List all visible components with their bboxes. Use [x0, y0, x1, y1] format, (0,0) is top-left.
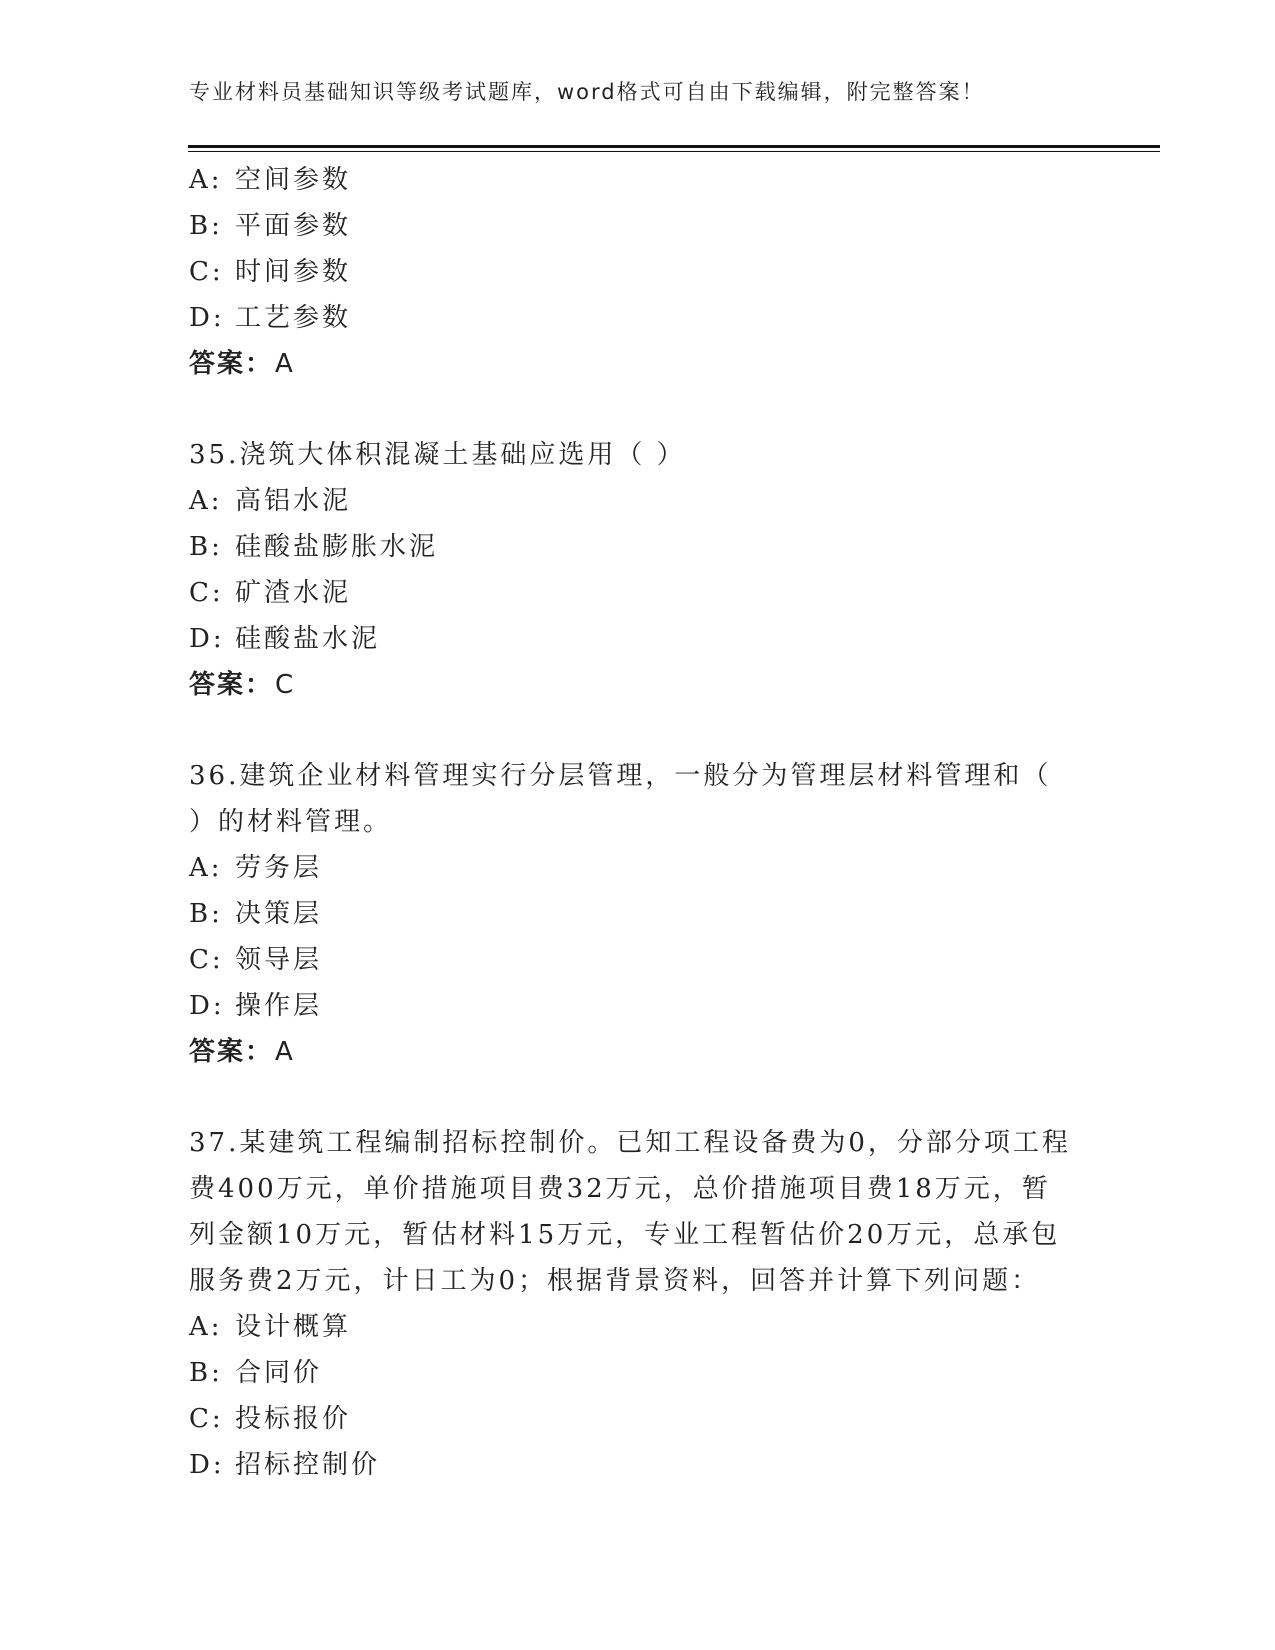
option-a: A: 劳务层	[189, 853, 323, 883]
option-d: D: 工艺参数	[189, 303, 352, 333]
option-a: A: 高铝水泥	[189, 486, 352, 516]
question-stem-line: ）的材料管理。	[189, 807, 393, 837]
spacer	[189, 1075, 1089, 1120]
option-c: C: 矿渣水泥	[189, 578, 352, 608]
question-stem-line: 费400万元，单价措施项目费32万元，总价措施项目费18万元，暂	[189, 1174, 1051, 1204]
question-stem-line: 服务费2万元，计日工为0；根据背景资料，回答并计算下列问题：	[189, 1266, 1041, 1296]
option-a: A: 空间参数	[189, 165, 352, 195]
question-stem: 35.浇筑大体积混凝土基础应选用（ ）	[189, 440, 686, 470]
question-37	[189, 1120, 1089, 1488]
question-content	[189, 157, 1089, 1488]
question-stem-line: 36.建筑企业材料管理实行分层管理，一般分为管理层材料管理和（	[189, 761, 1052, 791]
document-header: 专业材料员基础知识等级考试题库，word格式可自由下载编辑，附完整答案！	[189, 80, 985, 104]
spacer	[189, 387, 1089, 432]
answer: 答案：A	[189, 349, 295, 379]
question-36	[189, 753, 1089, 1075]
option-c: C: 领导层	[189, 945, 323, 975]
option-b: B: 决策层	[189, 899, 323, 929]
answer: 答案：C	[189, 670, 296, 700]
option-a: A: 设计概算	[189, 1312, 352, 1342]
question-stem-line: 列金额10万元，暂估材料15万元，专业工程暂估价20万元，总承包	[189, 1220, 1061, 1250]
question-34	[189, 157, 1089, 387]
answer: 答案：A	[189, 1037, 295, 1067]
option-b: B: 平面参数	[189, 211, 352, 241]
option-c: C: 投标报价	[189, 1404, 352, 1434]
option-b: B: 硅酸盐膨胀水泥	[189, 532, 439, 562]
question-stem-line: 37.某建筑工程编制招标控制价。已知工程设备费为0，分部分项工程	[189, 1128, 1071, 1158]
option-d: D: 硅酸盐水泥	[189, 624, 381, 654]
spacer	[189, 708, 1089, 753]
option-d: D: 操作层	[189, 991, 323, 1021]
option-b: B: 合同价	[189, 1358, 323, 1388]
option-d: D: 招标控制价	[189, 1450, 381, 1480]
option-c: C: 时间参数	[189, 257, 352, 287]
question-35	[189, 432, 1089, 708]
header-rule-thin	[188, 151, 1160, 152]
header-rule-thick	[188, 145, 1160, 148]
